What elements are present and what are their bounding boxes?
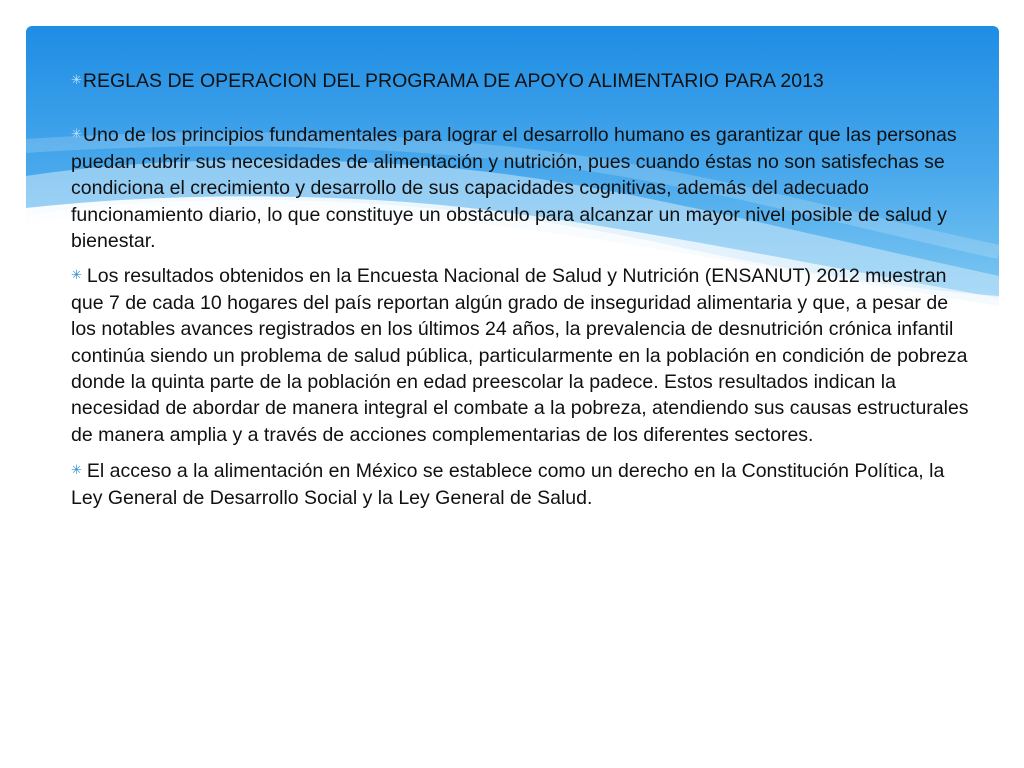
body-paragraph-2 [71,263,971,448]
asterisk-bullet-icon: ✳ [71,72,82,87]
paragraph-text: El acceso a la alimentación en México se establece como un derecho en la Constitución Política, la Ley General de Desarrollo Social y la Ley General de Salud. [71,460,945,509]
asterisk-bullet-icon: ✳ [71,126,82,142]
body-paragraph-3 [71,458,971,511]
slide-content [71,68,971,511]
paragraph-text: Los resultados obtenidos en la Encuesta Nacional de Salud y Nutrición (ENSANUT) 2012 muestran que 7 de cada 10 hogares del país reportan algún grado de inseguridad alimentaria y que, a pesar de los notables avances registrados en los últimos 24 años, la prevalencia de desnutrición crónica infantil continúa siendo un problema de salud pública, particularmente en la población en condición de pobreza donde la quinta parte de la población en edad preescolar la padece. Estos resultados indican la necesidad de abordar de manera integral el combate a la pobreza, atendiendo sus causas estructurales de manera amplia y a través de acciones complementarias de los diferentes sectores. [71,265,969,446]
asterisk-bullet-icon: ✳ [71,267,82,283]
asterisk-bullet-icon: ✳ [71,462,82,478]
body-paragraph-1 [71,122,971,254]
slide-title: REGLAS DE OPERACION DEL PROGRAMA DE APOYO ALIMENTARIO PARA 2013 [82,70,824,92]
paragraph-text: Uno de los principios fundamentales para lograr el desarrollo humano es garantizar que las personas puedan cubrir sus necesidades de alimentación y nutrición, pues cuando éstas no son satisfechas se condiciona el crecimiento y desarrollo de sus capacidades cognitivas, además del adecuado funcionamiento diario, lo que constituye un obstáculo para alcanzar un mayor nivel posible de salud y bienestar. [71,124,957,253]
title-paragraph [71,68,971,94]
